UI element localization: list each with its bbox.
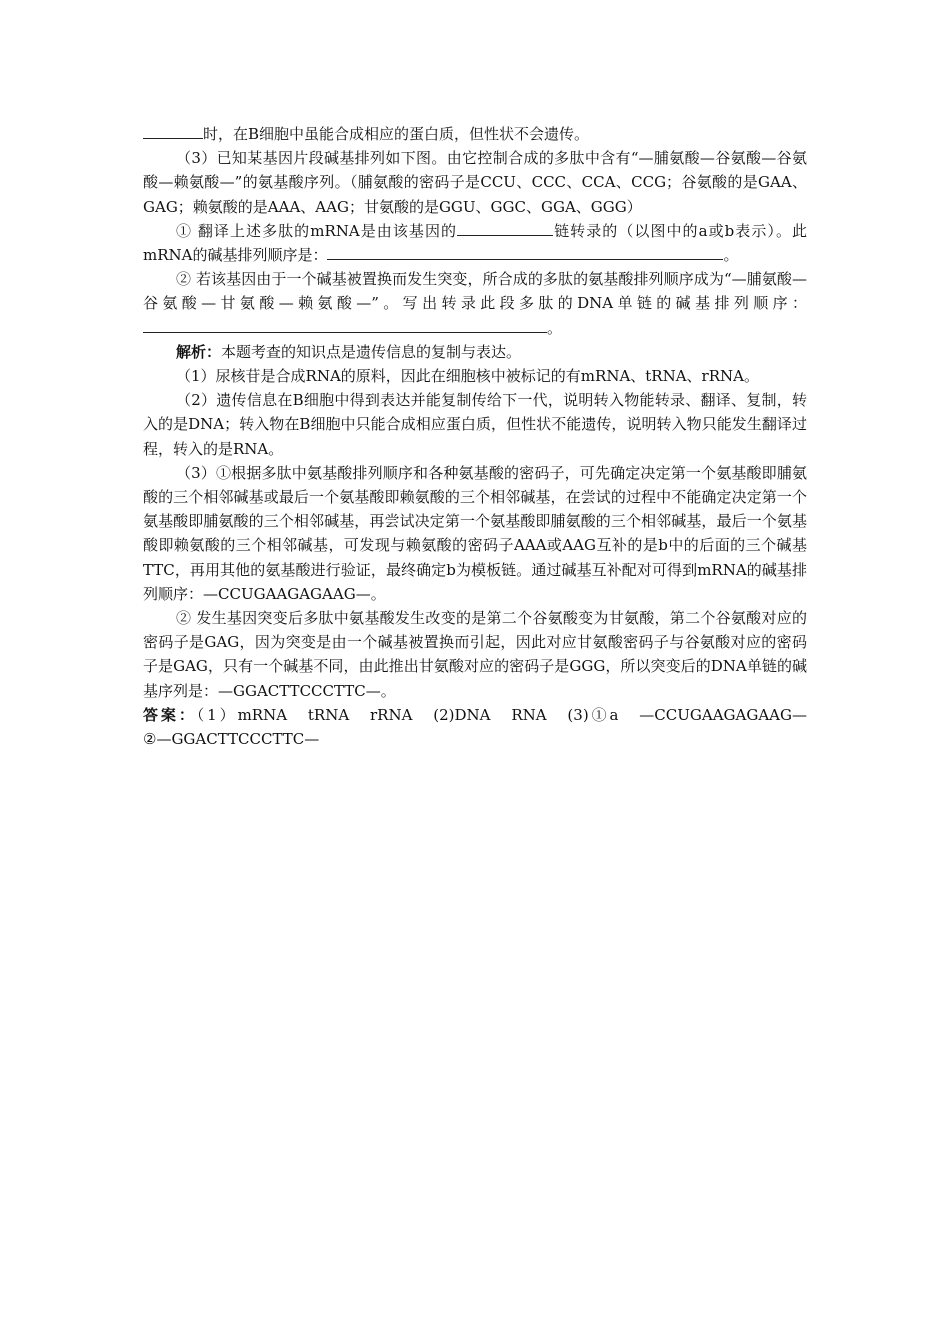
question-3-part-1 bbox=[143, 219, 807, 267]
question-2-tail bbox=[143, 122, 807, 146]
answer-blank bbox=[457, 220, 553, 236]
analysis-paragraph-1: （1）尿核苷是合成RNA的原料，因此在细胞核中被标记的有mRNA、tRNA、rRNA。 bbox=[176, 367, 759, 386]
question-3-part-2-end: 。 bbox=[547, 318, 563, 337]
document-page bbox=[143, 122, 807, 751]
answer-line-1 bbox=[143, 703, 807, 727]
answer-blank bbox=[143, 317, 547, 333]
answer-blank bbox=[327, 244, 723, 260]
answer-line-1-text: （1）mRNA tRNA rRNA (2)DNA RNA (3)①a —CCUGAAGAGAAG— bbox=[196, 705, 807, 724]
analysis-heading bbox=[143, 340, 807, 364]
question-3-part-1-text-b: 链转录的（以图中的a或b表示）。此mRNA的碱基排列顺序是： bbox=[143, 221, 808, 265]
question-3-part-2-text: ② 若该基因由于一个碱基被置换而发生突变，所合成的多肽的氨基酸排列顺序成为“—脯氨酸—谷氨酸—甘氨酸—赖氨酸—”。写出转录此段多肽的DNA单链的碱基排列顺序： bbox=[143, 270, 807, 313]
analysis-paragraph-3: （3）①根据多肽中氨基酸排列顺序和各种氨基酸的密码子，可先确定决定第一个氨基酸即脯氨酸的三个相邻碱基或最后一个氨基酸即赖氨酸的三个相邻碱基，在尝试的过程中不能确定决定第一个氨基酸即脯氨酸的三个相邻碱基，再尝试决定第一个氨基酸即脯氨酸的三个相邻碱基，最后一个氨基酸即赖氨酸的三个相邻碱基，可发现与赖氨酸的密码子AAA或AAG互补的是b中的后面的三个碱基TTC，再用其他的氨基酸进行验证，最终确定b为模板链。通过碱基互补配对可得到mRNA的碱基排列顺序：—CCUGAAGAGAAG—。 bbox=[143, 463, 807, 603]
analysis-paragraph-4: ② 发生基因突变后多肽中氨基酸发生改变的是第二个谷氨酸变为甘氨酸，第二个谷氨酸对应的密码子是GAG，因为突变是由一个碱基被置换而引起，因此对应甘氨酸密码子与谷氨酸对应的密码子是GAG，只有一个碱基不同，由此推出甘氨酸对应的密码子是GGG，所以突变后的DNA单链的碱基序列是：—GGACTTCCCTTC—。 bbox=[143, 609, 807, 700]
question-3-part-1-end: 。 bbox=[723, 246, 739, 265]
analysis-intro: 本题考查的知识点是遗传信息的复制与表达。 bbox=[221, 342, 522, 361]
analysis-label: 解析： bbox=[176, 342, 222, 361]
question-3-intro: （3）已知某基因片段碱基排列如下图。由它控制合成的多肽中含有“—脯氨酸—谷氨酸—谷氨酸—赖氨酸—”的氨基酸序列。（脯氨酸的密码子是CCU、CCC、CCA、CCG；谷氨酸的是GAA、GAG；赖氨酸的是AAA、AAG；甘氨酸的是GGU、GGC、GGA、GGG） bbox=[143, 149, 807, 216]
question-3-part-1-text-a: ① 翻译上述多肽的mRNA是由该基因的 bbox=[176, 221, 458, 240]
answer-line-2: ②—GGACTTCCCTTC— bbox=[143, 730, 320, 749]
question-2-tail-text: 时，在B细胞中虽能合成相应的蛋白质，但性状不会遗传。 bbox=[203, 125, 590, 143]
question-3-part-2 bbox=[143, 267, 807, 340]
answer-blank bbox=[143, 123, 203, 139]
analysis-paragraph-2: （2）遗传信息在B细胞中得到表达并能复制传给下一代，说明转入物能转录、翻译、复制，转入的是DNA；转入物在B细胞中只能合成相应蛋白质，但性状不能遗传，说明转入物只能发生翻译过程，转入的是RNA。 bbox=[143, 391, 807, 458]
answer-label: 答案： bbox=[143, 705, 197, 724]
